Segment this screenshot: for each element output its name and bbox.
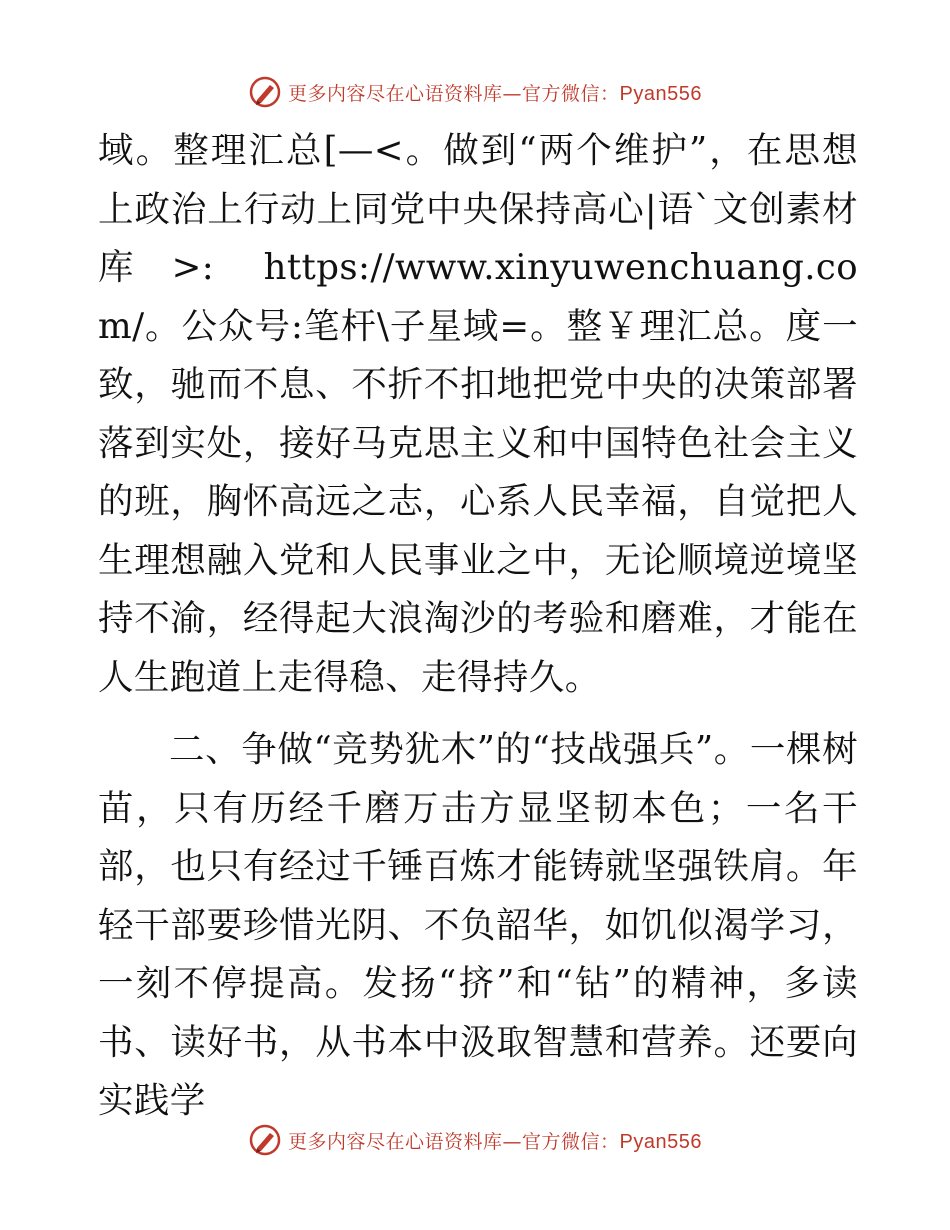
paragraph-2: 二、争做“竞势犹木”的“技战强兵”。一棵树苗，只有历经千磨万击方显坚韧本色；一名干部，也只有经过千锤百炼才能铸就坚强铁肩。年轻干部要珍惜光阴、不负韶华，如饥似渴学习，一刻不停提高。发扬“挤”和“钻”的精神，多读书、读好书，从书本中汲取智慧和营养。还要向实践学 (98, 729, 858, 1121)
document-body (98, 122, 858, 1131)
pen-logo-icon (248, 75, 282, 109)
header-text (288, 79, 702, 106)
footer-wechat-id: Pyan556 (619, 1130, 702, 1153)
header-separator: — (502, 82, 523, 105)
header-wechat-id: Pyan556 (619, 82, 702, 105)
footer-wechat-label: 官方微信： (522, 1130, 620, 1153)
footer-banner (0, 1120, 950, 1160)
footer-separator: — (502, 1130, 523, 1153)
footer-site: 更多内容尽在心语资料库 (288, 1130, 503, 1153)
footer-text (288, 1127, 702, 1154)
paragraph-1: 域。整理汇总[—<。做到“两个维护”，在思想上政治上行动上同党中央保持高心|语`文创素材库>: https://www.xinyuwenchuang.com/。公众号:笔杆\子星域=。整￥理汇总。度一致，驰而不息、不折不扣地把党中央的决策部署落到实处，接好马克思主义和中国特色社会主义的班，胸怀高远之志，心系人民幸福，自觉把人生理想融入党和人民事业之中，无论顺境逆境坚持不渝，经得起大浪淘沙的考验和磨难，才能在人生跑道上走得稳、走得持久。 (98, 130, 858, 698)
header-wechat-label: 官方微信： (522, 82, 620, 105)
header-banner (0, 72, 950, 112)
header-site: 更多内容尽在心语资料库 (288, 82, 503, 105)
pen-logo-icon (248, 1123, 282, 1157)
